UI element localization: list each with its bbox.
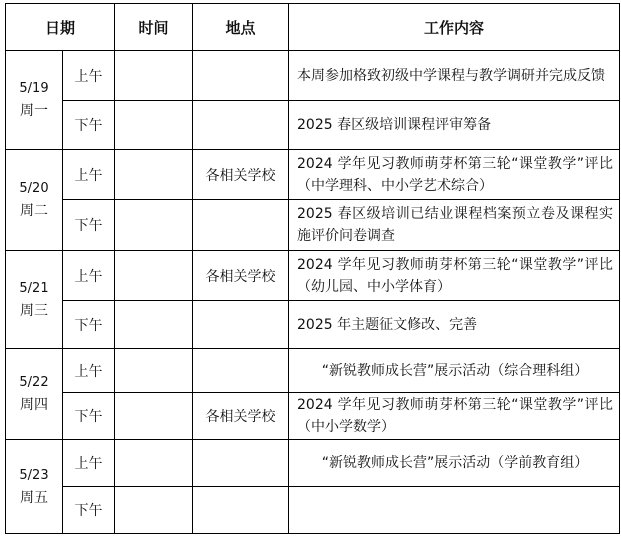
time-cell <box>115 101 193 150</box>
weekday-value: 周五 <box>20 489 48 506</box>
place-cell <box>193 51 289 101</box>
work-cell: 2024 学年见习教师萌芽杯第三轮“课堂教学”评比（中小学数学） <box>289 393 620 440</box>
place-cell <box>193 349 289 393</box>
header-work: 工作内容 <box>289 4 620 51</box>
header-place: 地点 <box>193 4 289 51</box>
date-cell <box>6 251 63 349</box>
half-day-label: 上午 <box>63 51 115 101</box>
half-day-label: 下午 <box>63 200 115 251</box>
weekday-value: 周一 <box>20 103 48 119</box>
time-cell <box>115 301 193 349</box>
work-cell: 本周参加格致初级中学课程与教学调研并完成反馈 <box>289 51 620 101</box>
work-cell: 2024 学年见习教师萌芽杯第三轮“课堂教学”评比（中学理科、中小学艺术综合） <box>289 150 620 200</box>
table-row <box>6 393 620 440</box>
table-row <box>6 251 620 301</box>
work-cell: “新锐教师成长营”展示活动（综合理科组） <box>289 349 620 393</box>
time-cell <box>115 251 193 301</box>
place-cell <box>193 487 289 534</box>
place-cell <box>193 101 289 150</box>
work-cell: 2025 春区级培训课程评审筹备 <box>289 101 620 150</box>
work-cell: 2024 学年见习教师萌芽杯第三轮“课堂教学”评比（幼儿园、中小学体育） <box>289 251 620 301</box>
time-cell <box>115 51 193 101</box>
place-cell: 各相关学校 <box>193 150 289 200</box>
weekday-value: 周二 <box>20 203 48 219</box>
time-cell <box>115 150 193 200</box>
table-row <box>6 150 620 200</box>
header-date: 日期 <box>6 4 115 51</box>
weekly-schedule-table <box>5 3 620 534</box>
work-cell: 2025 春区级培训已结业课程档案预立卷及课程实施评价问卷调查 <box>289 200 620 251</box>
time-cell <box>115 349 193 393</box>
table-row <box>6 51 620 101</box>
half-day-label: 下午 <box>63 487 115 534</box>
table-row <box>6 349 620 393</box>
weekday-value: 周四 <box>20 397 48 413</box>
time-cell <box>115 487 193 534</box>
date-value: 5/23 <box>19 467 49 483</box>
date-value: 5/21 <box>19 280 49 296</box>
place-cell <box>193 200 289 251</box>
half-day-label: 下午 <box>63 301 115 349</box>
date-cell <box>6 150 63 251</box>
table-row <box>6 440 620 487</box>
date-value: 5/22 <box>19 375 49 390</box>
half-day-label: 上午 <box>63 349 115 393</box>
header-row <box>6 4 620 51</box>
date-value: 5/19 <box>19 81 49 96</box>
table-row <box>6 200 620 251</box>
half-day-label: 下午 <box>63 393 115 440</box>
table-row <box>6 301 620 349</box>
weekday-value: 周三 <box>20 302 48 319</box>
work-cell: 2025 年主题征文修改、完善 <box>289 301 620 349</box>
date-cell <box>6 51 63 150</box>
time-cell <box>115 200 193 251</box>
work-cell <box>289 487 620 534</box>
half-day-label: 上午 <box>63 251 115 301</box>
date-cell <box>6 440 63 534</box>
time-cell <box>115 440 193 487</box>
date-cell <box>6 349 63 440</box>
place-cell <box>193 301 289 349</box>
half-day-label: 上午 <box>63 440 115 487</box>
place-cell <box>193 440 289 487</box>
work-cell: “新锐教师成长营”展示活动（学前教育组） <box>289 440 620 487</box>
header-time: 时间 <box>115 4 193 51</box>
table-row <box>6 487 620 534</box>
half-day-label: 下午 <box>63 101 115 150</box>
table-row <box>6 101 620 150</box>
place-cell: 各相关学校 <box>193 251 289 301</box>
date-value: 5/20 <box>19 181 49 196</box>
time-cell <box>115 393 193 440</box>
place-cell: 各相关学校 <box>193 393 289 440</box>
half-day-label: 上午 <box>63 150 115 200</box>
